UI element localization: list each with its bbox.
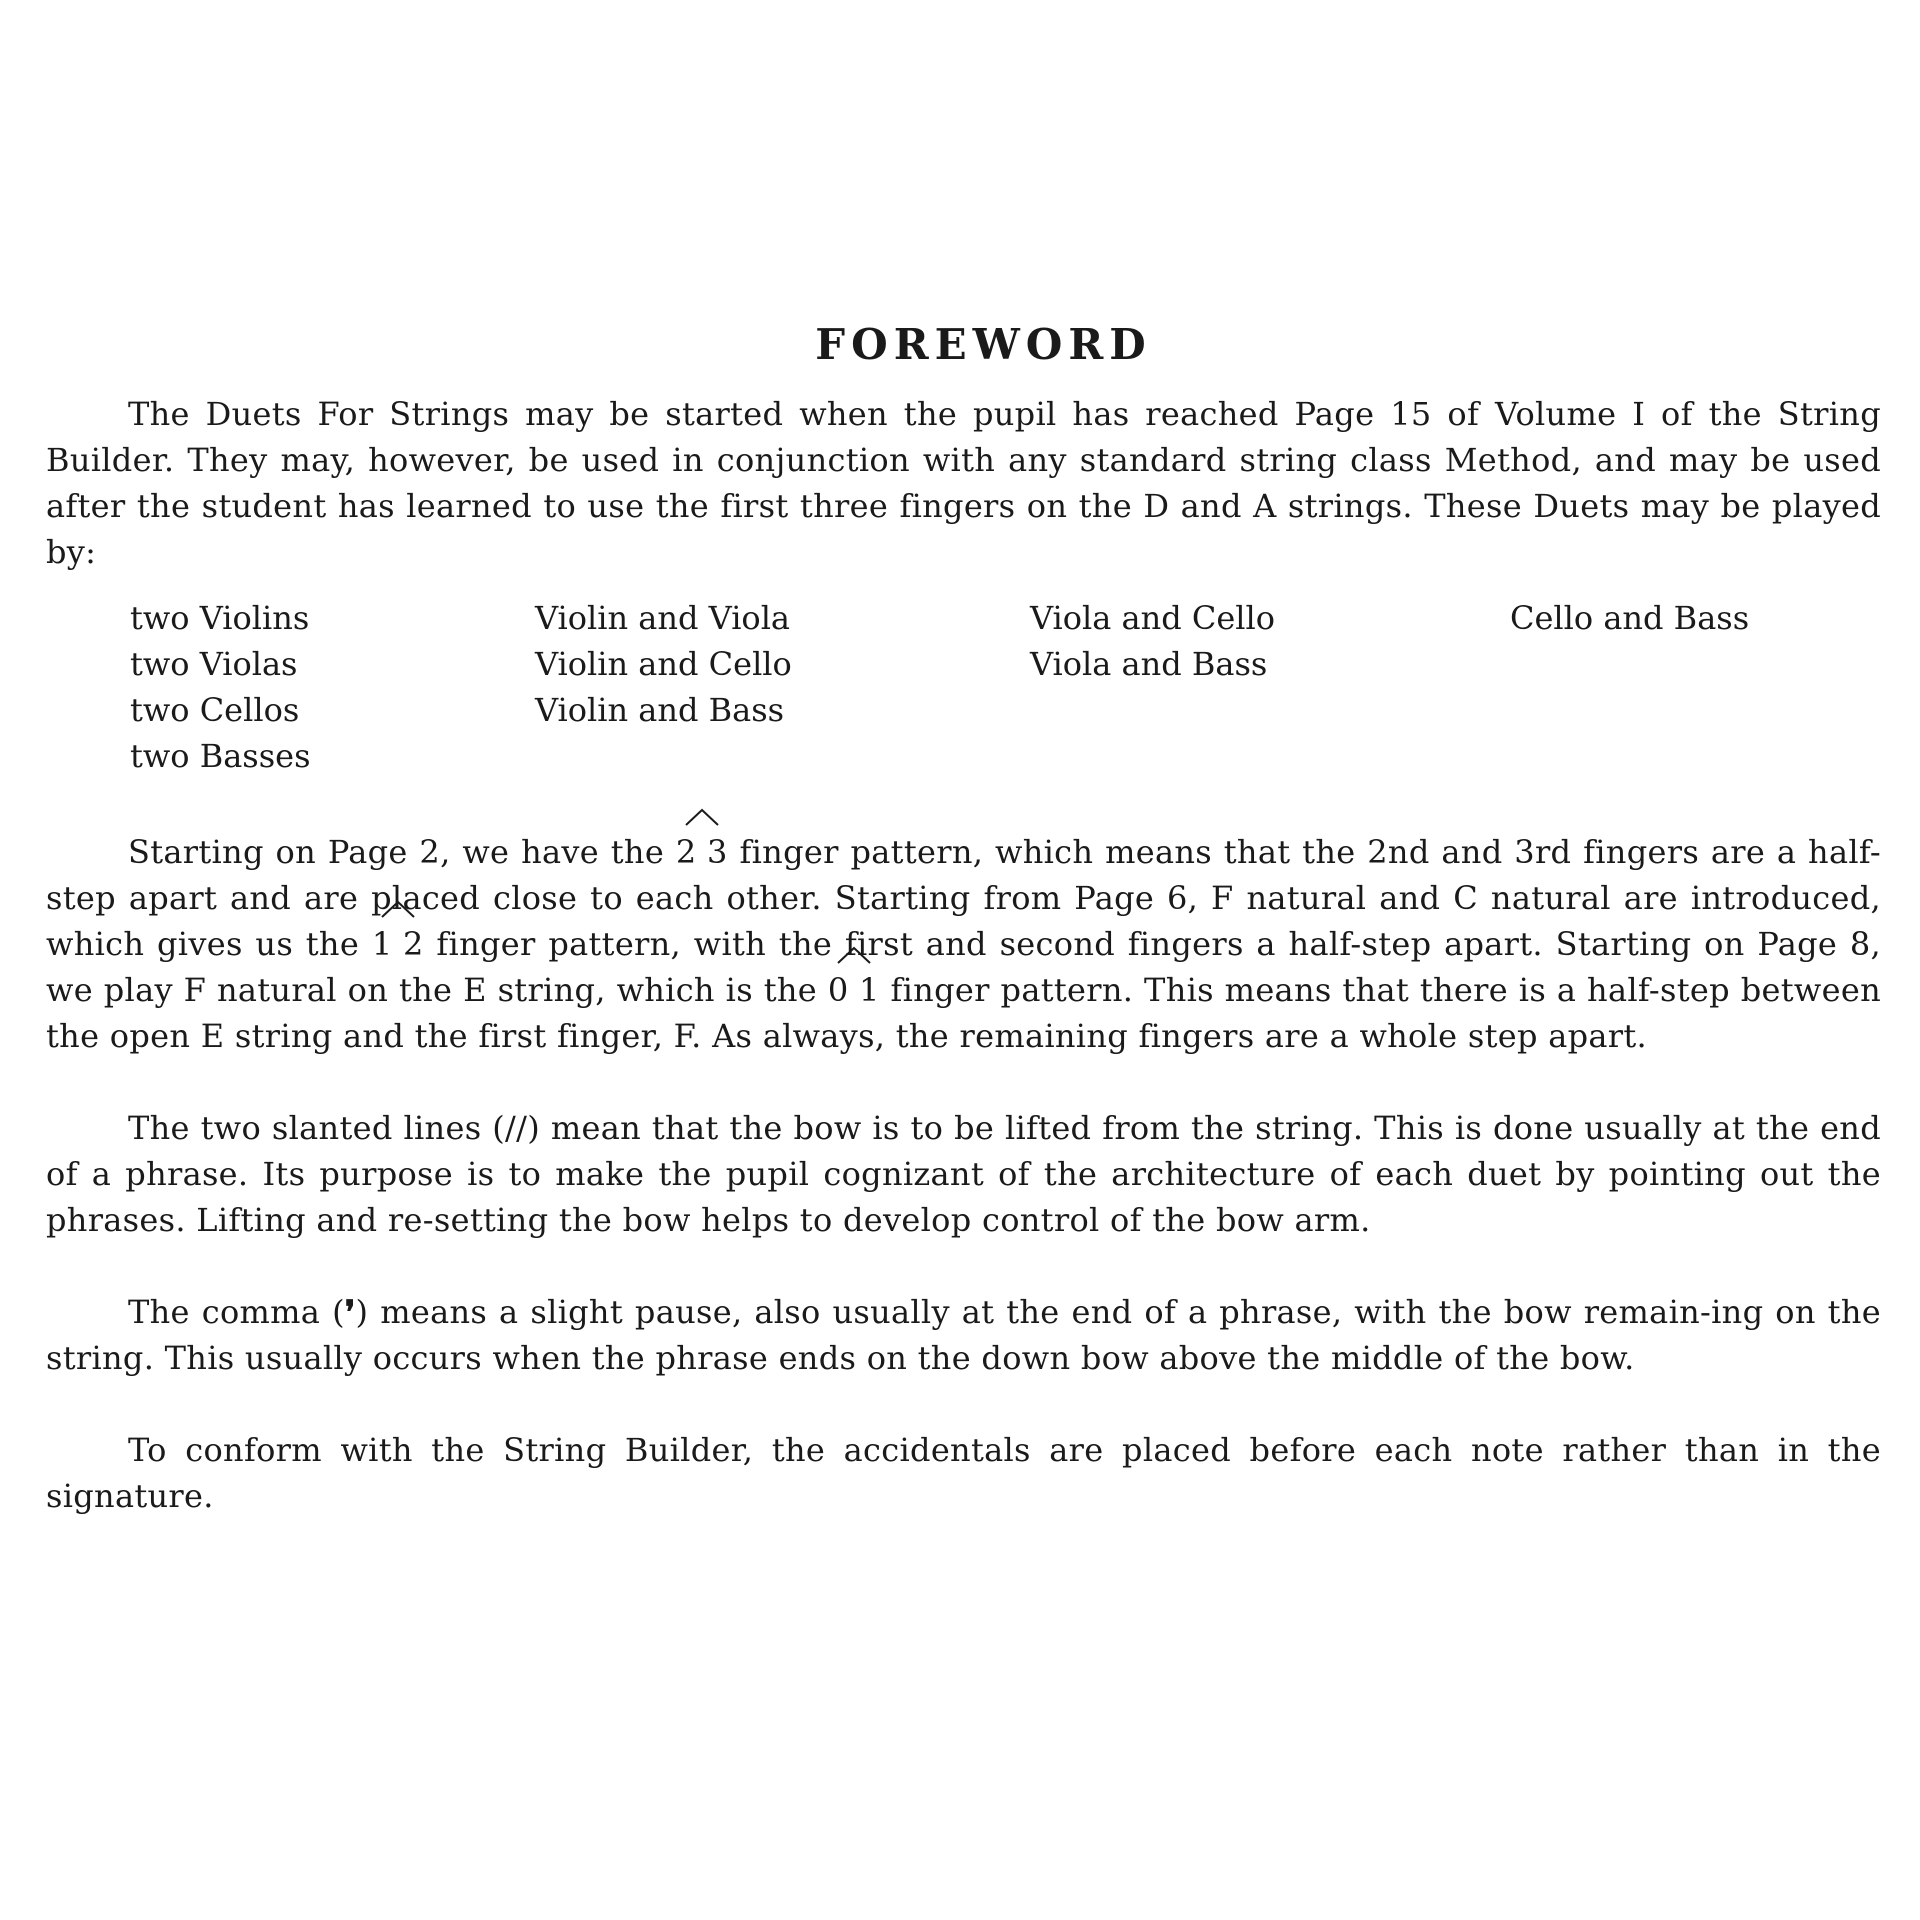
foreword-page: [46, 320, 1881, 1519]
combo-column-4: [1510, 595, 1830, 779]
half-step-caret-icon: [682, 807, 722, 827]
finger-pattern-paragraph: [46, 829, 1881, 1059]
finger-text-1: Starting on Page 2, we have the: [128, 833, 665, 871]
combo-item: Viola and Cello: [1030, 599, 1276, 637]
comma-symbol-icon: ❜: [344, 1293, 356, 1331]
instrument-combinations: [130, 595, 1881, 779]
combo-column-1: [130, 595, 535, 779]
combo-item: two Violins: [130, 599, 310, 637]
finger-text-2: finger pattern, which means that the 2nd and 3rd fingers are a half-step apart and are placed close to each other. Starting from Page 6, F natural and C natural are introduced, which gives us the: [46, 833, 1881, 963]
combo-item: Violin and Bass: [535, 691, 785, 729]
finger-pair-0-1: 0 1: [828, 967, 880, 1013]
finger-text-3: finger pattern, with the first and second fingers a half-step apart. Starting on Page 8, we play F natural on the E string, which is the: [46, 925, 1881, 1009]
combo-item: Violin and Viola: [535, 599, 790, 637]
comma-paragraph: [46, 1289, 1881, 1381]
half-step-caret-icon: [834, 945, 874, 965]
combo-item: two Basses: [130, 737, 311, 775]
combo-item: two Cellos: [130, 691, 300, 729]
intro-text: The Duets For Strings may be started when the pupil has reached Page 15 of Volume I of the String Builder. They may, however, be used in conjunction with any standard string class Method, and may be used after the student has learned to use the first three fingers on the D and A strings. These Duets may be played by:: [46, 395, 1881, 571]
finger-pair-1-2: 1 2: [372, 921, 424, 967]
accidentals-paragraph: [46, 1427, 1881, 1519]
slanted-lines-text: The two slanted lines (//) mean that the bow is to be lifted from the string. This is done usually at the end of a phrase. Its purpose is to make the pupil cognizant of the architecture of each duet by pointing out the phrases. Lifting and re-setting the bow helps to develop control of the bow arm.: [46, 1109, 1881, 1239]
combo-item: Viola and Bass: [1030, 645, 1268, 683]
slanted-lines-paragraph: [46, 1105, 1881, 1243]
combo-item: two Violas: [130, 645, 298, 683]
comma-text-after: ) means a slight pause, also usually at the end of a phrase, with the bow remain-ing on the string. This usually occurs when the phrase ends on the down bow above the middle of the bow.: [46, 1293, 1881, 1377]
intro-paragraph: [46, 391, 1881, 575]
page-title: FOREWORD: [815, 320, 1152, 369]
combo-column-2: [535, 595, 1030, 779]
finger-pair-2-3: 2 3: [676, 829, 728, 875]
half-step-caret-icon: [378, 899, 418, 919]
combo-item: Violin and Cello: [535, 645, 792, 683]
combo-column-3: [1030, 595, 1510, 779]
finger-text-4: finger pattern. This means that there is a half-step between the open E string and the first finger, F. As always, the remaining fingers are a whole step apart.: [46, 971, 1881, 1055]
accidentals-text: To conform with the String Builder, the accidentals are placed before each note rather than in the signature.: [46, 1431, 1881, 1515]
combo-item: Cello and Bass: [1510, 599, 1750, 637]
comma-text-before: The comma (: [128, 1293, 345, 1331]
